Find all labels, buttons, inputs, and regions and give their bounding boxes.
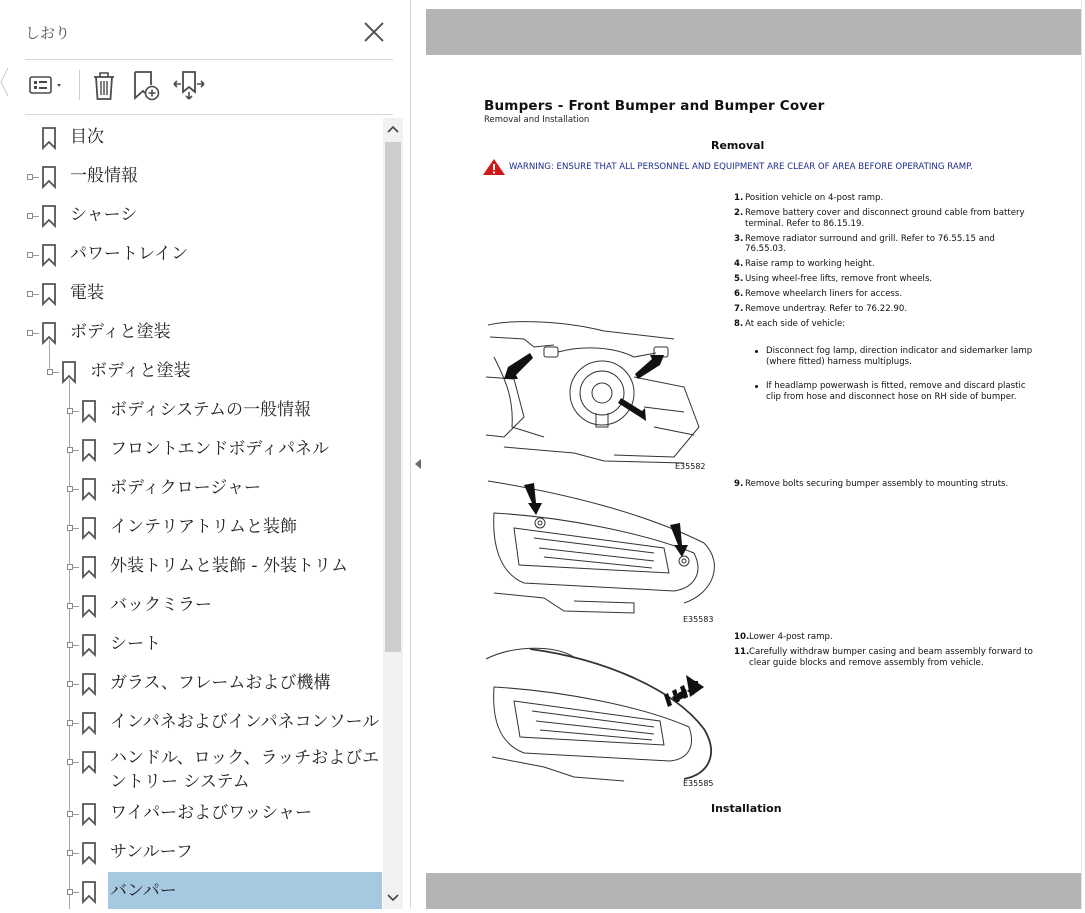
tree-connector [33,294,39,295]
warning-triangle-icon [482,158,506,176]
step-number: 9. [734,479,744,489]
bookmark-tree [0,118,382,909]
bookmark-label: フロントエンドボディパネル [110,439,329,459]
step-text: Using wheel-free lifts, remove front wheels. [745,274,933,284]
bookmark-item[interactable] [0,118,382,156]
tree-connector [73,814,79,815]
bookmark-icon [80,841,98,865]
bookmark-label: シート [110,634,161,654]
bookmark-item[interactable] [0,235,382,273]
bookmark-icon [40,243,58,267]
step-text: Position vehicle on 4-post ramp. [745,193,884,203]
bookmark-label: 目次 [70,127,104,147]
bookmark-label: バックミラー [110,595,212,615]
figure-bumper-bolts [484,473,724,623]
pdf-page [426,55,1081,873]
procedure-step [734,304,1034,315]
bookmark-icon [80,516,98,540]
bookmark-icon [80,880,98,904]
warning-line [482,158,1002,176]
bookmark-item[interactable] [0,586,382,624]
bookmark-icon [40,204,58,228]
bookmark-item[interactable] [0,742,382,792]
step-text: Lower 4-post ramp. [749,632,833,642]
bookmark-item[interactable] [0,508,382,546]
scroll-thumb[interactable] [385,142,401,652]
figure-caption-3: E35585 [683,779,714,788]
figure-caption-1: E35582 [675,462,706,471]
procedure-step [734,647,1034,668]
bookmark-label: ワイパーおよびワッシャー [110,803,312,823]
bookmark-icon [80,594,98,618]
figure-headlamp-connectors [484,317,714,467]
panel-edge-notch [0,68,8,96]
bullet-item: Disconnect fog lamp, direction indicator and sidemarker lamp (where fitted) harness multiplugs. [734,346,1034,367]
bookmark-item[interactable] [0,157,382,195]
step-number: 5. [734,274,744,284]
step-text: Remove radiator surround and grill. Refer to 76.55.15 and 76.55.03. [745,233,995,254]
bookmark-item[interactable] [0,547,382,585]
step-text: Remove battery cover and disconnect ground cable from battery terminal. Refer to 86.15.19. [745,208,1025,229]
tree-connector [73,853,79,854]
bookmarks-toolbar [25,66,393,106]
figure-withdraw-bumper [484,639,724,789]
tree-connector [73,411,79,412]
bookmark-label: 外装トリムと装飾 - 外装トリム [110,556,348,576]
bookmark-icon [40,321,58,345]
expand-bookmark-icon[interactable] [171,68,207,102]
step-text: Remove undertray. Refer to 76.22.90. [745,304,908,314]
bookmark-label: シャーシ [70,205,138,225]
step-number: 4. [734,259,744,269]
step-number: 11. [734,647,750,657]
tree-connector [73,567,79,568]
step-text: At each side of vehicle: [745,319,846,329]
step-number: 10. [734,632,750,642]
step-number: 2. [734,208,744,218]
step-text: Remove bolts securing bumper assembly to mounting struts. [745,479,1009,489]
bookmark-item[interactable] [0,352,382,390]
tree-connector [73,723,79,724]
tree-connector [73,892,79,893]
bookmark-icon [40,165,58,189]
bookmark-label: ボディと塗装 [90,361,191,381]
step-number: 6. [734,289,744,299]
bookmark-label: サンルーフ [110,842,193,862]
divider [25,114,393,115]
tree-connector [73,762,79,763]
tree-connector [73,645,79,646]
warning-text: WARNING: ENSURE THAT ALL PERSONNEL AND EQUIPMENT ARE CLEAR OF AREA BEFORE OPERATING RAMP. [509,162,973,172]
tree-connector [33,333,39,334]
bookmark-icon [80,802,98,826]
bookmark-icon [80,399,98,423]
bookmark-label: ボディクロージャー [110,478,261,498]
procedure-step [734,274,1034,285]
step-text: Raise ramp to working height. [745,259,875,269]
divider [25,59,393,60]
step-text: Remove wheelarch liners for access. [745,289,903,299]
tree-connector [33,177,39,178]
bookmark-item[interactable] [0,703,382,741]
step-number: 3. [734,233,744,244]
bookmark-item[interactable] [0,872,382,909]
step-8-bullets [734,346,1034,416]
document-view[interactable] [426,0,1085,909]
figure-caption-2: E35583 [683,615,714,624]
procedure-step [734,632,1034,643]
bookmark-label: インパネおよびインパネコンソール [110,712,380,732]
bookmark-label: ガラス、フレームおよび機構 [110,673,331,693]
tree-connector [73,684,79,685]
bookmark-icon [40,126,58,150]
step-number: 8. [734,319,744,329]
installation-heading: Installation [711,802,782,815]
bookmark-label: インテリアトリムと装飾 [110,517,297,537]
procedure-step [734,289,1034,300]
bookmark-label: ボディシステムの一般情報 [110,400,311,420]
bookmark-item[interactable] [0,664,382,702]
bookmark-item[interactable] [0,625,382,663]
removal-heading: Removal [711,139,765,152]
bookmark-icon [80,633,98,657]
new-bookmark-icon[interactable] [131,68,163,102]
tree-connector [33,216,39,217]
panel-title: しおり [25,24,71,42]
bookmark-label: 一般情報 [70,166,138,186]
procedure-step [734,259,1034,270]
procedure-step [734,319,1034,330]
bookmark-item[interactable] [0,274,382,312]
bookmark-label: パワートレイン [70,244,189,264]
page-gap-top [426,9,1081,55]
bookmark-item[interactable] [0,313,382,351]
bookmark-label: ボディと塗装 [70,322,171,342]
bookmark-item[interactable] [0,794,382,832]
bookmark-icon [80,711,98,735]
procedure-step [734,208,1034,229]
tree-connector [73,489,79,490]
tree-connector [53,372,59,373]
bullet-item: If headlamp powerwash is fitted, remove and discard plastic clip from hose and disconnect hose on RH side of bumper. [734,381,1034,402]
bookmark-icon [80,555,98,579]
bookmark-icon [80,672,98,696]
collapse-panel-arrow-icon[interactable] [412,456,424,472]
bookmarks-panel [0,0,411,909]
close-icon[interactable] [362,20,386,44]
step-number: 7. [734,304,744,314]
bookmark-options-icon[interactable] [27,68,69,102]
bookmark-item[interactable] [0,430,382,468]
bookmark-icon [40,282,58,306]
scroll-down-arrow-icon[interactable] [383,887,403,909]
bookmark-item[interactable] [0,196,382,234]
bookmark-icon [80,750,98,774]
page-gap-bottom [426,873,1081,909]
step-number: 1. [734,193,744,203]
document-right-edge [1081,0,1085,909]
procedure-step [734,193,1034,204]
bookmark-item[interactable] [0,833,382,871]
toolbar-divider [79,70,80,100]
procedure-step [734,234,1034,255]
tree-connector [73,606,79,607]
bookmark-item[interactable] [0,469,382,507]
step-9 [734,479,1034,490]
bookmark-icon [60,360,78,384]
scroll-up-arrow-icon[interactable] [383,118,403,140]
procedure-step [734,479,1034,490]
bookmark-scrollbar[interactable] [383,118,403,909]
delete-trash-icon[interactable] [89,68,119,102]
bookmark-label: ハンドル、ロック、ラッチおよびエントリー システム [110,748,380,792]
tree-connector [73,450,79,451]
doc-subtitle: Removal and Installation [484,115,590,125]
bookmark-icon [80,438,98,462]
bookmark-icon [80,477,98,501]
tree-connector [33,255,39,256]
step-text: Carefully withdraw bumper casing and beam assembly forward to clear guide blocks and remove assembly from vehicle. [749,647,1033,668]
tree-connector [73,528,79,529]
bookmark-item[interactable] [0,391,382,429]
steps-1-to-8 [734,193,1034,334]
bookmark-label: 電装 [70,283,104,303]
doc-title: Bumpers - Front Bumper and Bumper Cover [484,98,825,114]
bookmark-label: バンパー [110,881,177,901]
steps-10-11 [734,632,1034,673]
